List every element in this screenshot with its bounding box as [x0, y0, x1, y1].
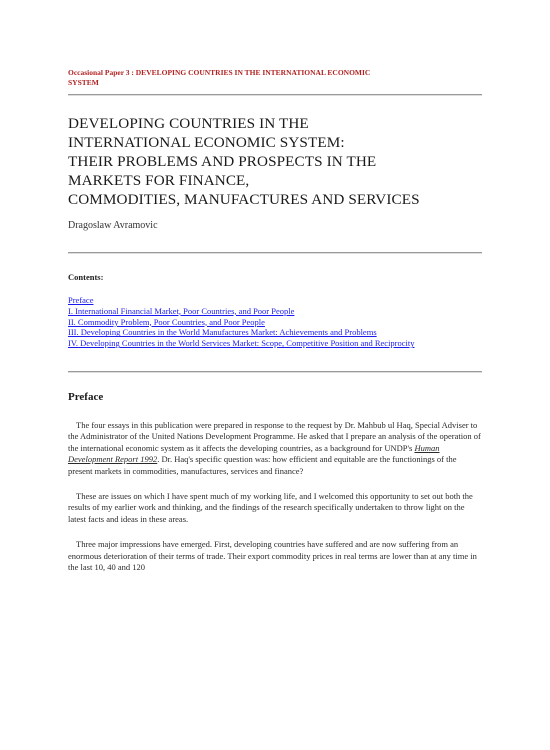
toc-link-chapter-2[interactable]: II. Commodity Problem, Poor Countries, and Poor People [68, 316, 265, 327]
title-line: THEIR PROBLEMS AND PROSPECTS IN THE [68, 153, 377, 170]
preface-paragraph-2: These are issues on which I have spent much of my working life, and I welcomed this opportunity to set out both the results of my earlier work and thinking, and the findings of the research specifically undertaken to throw light on the latest facts and ideas in these areas. [68, 491, 473, 524]
running-header-line-2: SYSTEM [68, 77, 99, 87]
table-of-contents [68, 295, 482, 349]
toc-link-chapter-1[interactable]: I. International Financial Market, Poor Countries, and Poor People [68, 305, 295, 316]
author-name: Dragoslaw Avramovic [68, 220, 158, 231]
section-heading-preface: Preface [68, 390, 104, 403]
divider-after-author [68, 252, 482, 254]
divider-top [68, 94, 482, 96]
contents-label: Contents: [68, 272, 104, 282]
paragraph-text: The four essays in this publication were prepared in response to the request by Dr. Mahbub ul Haq, Special Adviser to the Administrator of the United Nations Development Programme. He asked that I prepare an analysis of the operation of the international economic system as it affects the developing countries, as a background for UNDP's [68, 419, 481, 453]
toc-link-preface[interactable]: Preface [68, 295, 94, 305]
document-page [68, 68, 482, 582]
running-header [68, 68, 482, 87]
running-header-line-1: Occasional Paper 3 : DEVELOPING COUNTRIES IN THE INTERNATIONAL ECONOMIC [68, 68, 371, 77]
document-title [68, 114, 482, 209]
title-line: COMMODITIES, MANUFACTURES AND SERVICES [68, 191, 420, 208]
report-title-reference: Human Development Report 1992 [68, 442, 440, 465]
title-line: MARKETS FOR FINANCE, [68, 172, 250, 189]
divider-after-contents [68, 371, 482, 373]
title-line: DEVELOPING COUNTRIES IN THE [68, 115, 309, 132]
preface-paragraph-1 [68, 420, 482, 477]
toc-link-chapter-3[interactable]: III. Developing Countries in the World Manufactures Market: Achievements and Problems [68, 327, 377, 338]
preface-paragraph-3: Three major impressions have emerged. First, developing countries have suffered and are now suffering from an enormous deterioration of their terms of trade. Their export commodity prices in real terms are lower than at any time in the last 10, 40 and 120 [68, 539, 477, 573]
paragraph-text: . Dr. Haq's specific question was: how efficient and equitable are the functionings of the present markets in commodities, manufactures, services and finance? [68, 454, 457, 476]
title-line: INTERNATIONAL ECONOMIC SYSTEM: [68, 134, 345, 151]
toc-link-chapter-4[interactable]: IV. Developing Countries in the World Services Market: Scope, Competitive Position and Reciprocity [68, 338, 415, 349]
